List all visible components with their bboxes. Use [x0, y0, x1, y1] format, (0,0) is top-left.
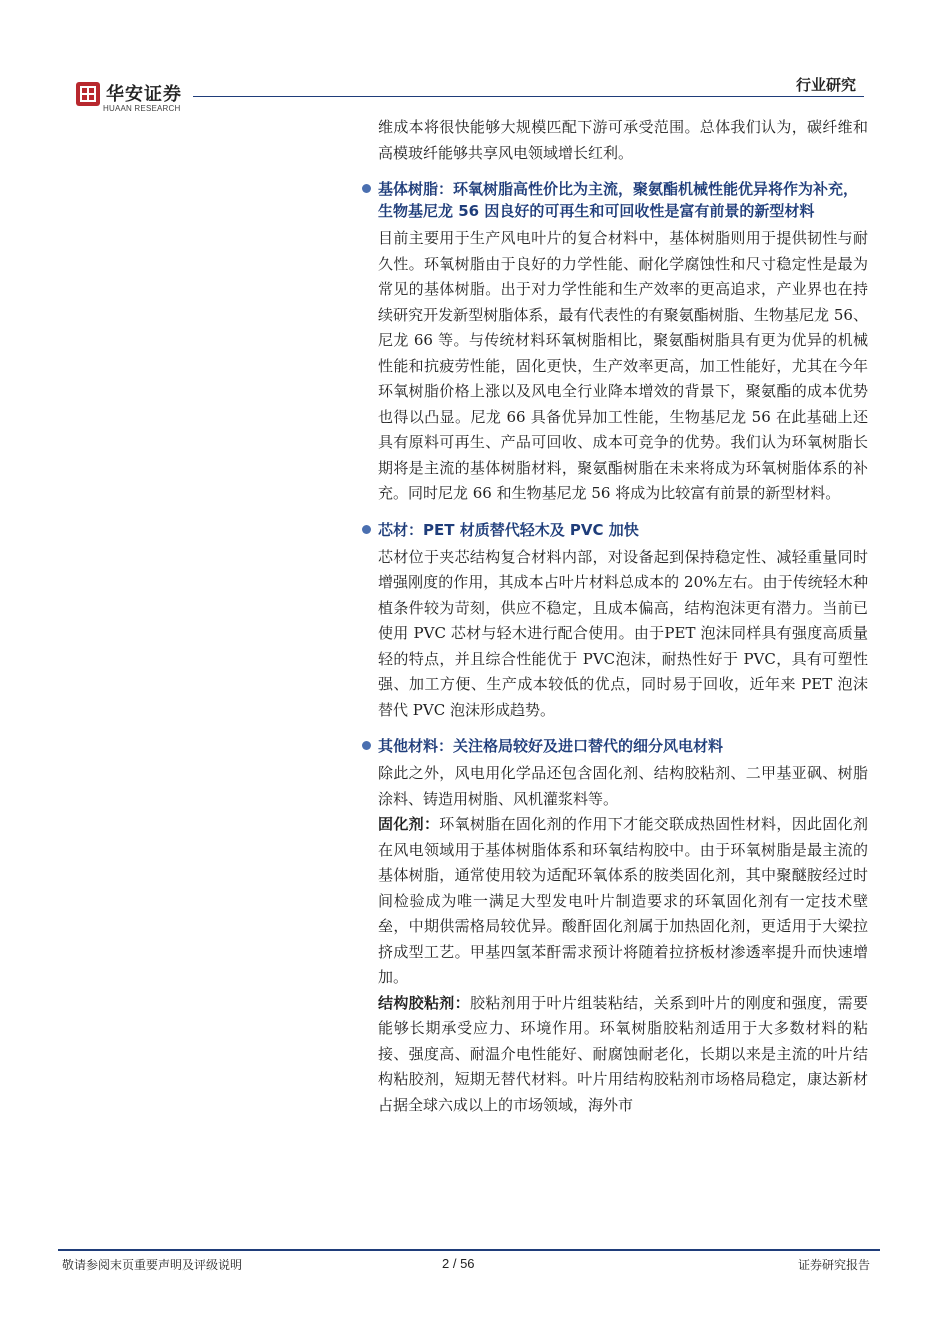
bullet-icon: [362, 184, 371, 193]
bullet-icon: [362, 525, 371, 534]
text-curing-agent: 环氧树脂在固化剂的作用下才能交联成热固性材料，因此固化剂在风电领域用于基体树脂体系和环氧结构胶中。由于环氧树脂是最主流的基体树脂，通常使用较为适配环氧体系的胺类固化剂，其中聚醚胺经过时间检验成为唯一满足大型发电叶片制造要求的环氧固化剂有一定技术壁垒，中期供需格局较优异。酸酐固化剂属于加热固化剂，更适用于大梁拉挤成型工艺。甲基四氢苯酐需求预计将随着拉挤板材渗透率提升而快速增加。: [378, 815, 868, 986]
paragraph-matrix-resin: 目前主要用于生产风电叶片的复合材料中，基体树脂则用于提供韧性与耐久性。环氧树脂由于良好的力学性能、耐化学腐蚀性和尺寸稳定性是最为常见的基体树脂。出于对力学性能和生产效率的更高追求，产业界也在持续研究开发新型树脂体系，最有代表性的有聚氨酯树脂、生物基尼龙 56、尼龙 66 等。与传统材料环氧树脂相比，聚氨酯树脂具有更为优异的机械性能和抗疲劳性能，固化更快，生产效率更高，加工性能好，尤其在今年环氧树脂价格上涨以及风电全行业降本增效的背景下，聚氨酯的成本优势也得以凸显。尼龙 66 具备优异加工性能，生物基尼龙 56 在此基础上还具有原料可再生、产品可回收、成本可竞争的优势。我们认为环氧树脂长期将是主流的基体树脂材料，聚氨酯树脂在未来将成为环氧树脂体系的补充。同时尼龙 66 和生物基尼龙 56 将成为比较富有前景的新型材料。: [378, 229, 868, 502]
bullet-icon: [362, 741, 371, 750]
text-structural-adhesive: 胶粘剂用于叶片组装粘结，关系到叶片的刚度和强度，需要能够长期承受应力、环境作用。环氧树脂胶粘剂适用于大多数材料的粘接、强度高、耐温介电性能好、耐腐蚀耐老化，长期以来是主流的叶片结构粘胶剂，短期无替代材料。叶片用结构胶粘剂市场格局稳定，康达新材占据全球六成以上的市场领域，海外市: [378, 993, 868, 1114]
company-logo-icon: [76, 82, 100, 106]
brand-name-en: HUAAN RESEARCH: [103, 104, 181, 113]
paragraph-core-material: 芯材位于夹芯结构复合材料内部，对设备起到保持稳定性、减轻重量同时增强刚度的作用，其成本占叶片材料总成本的 20%左右。由于传统轻木种植条件较为苛刻，供应不稳定，且成本偏高，结构泡沫更有潜力。当前已使用 PVC 芯材与轻木进行配合使用。由于PET 泡沫同样具有强度高质量轻的特点，并且综合性能优于 PVC泡沫，耐热性好于 PVC，具有可塑性强、加工方便、生产成本较低的优点，同时易于回收，近年来 PET 泡沫替代 PVC 泡沫形成趋势。: [378, 547, 868, 719]
page-header: [0, 0, 950, 120]
header-divider: [193, 96, 864, 97]
footer-report-type: 证券研究报告: [797, 1258, 870, 1272]
report-category: 行业研究: [795, 76, 856, 94]
section-heading-core-material: 芯材：PET 材质替代轻木及 PVC 加快: [378, 519, 868, 541]
term-structural-adhesive: 结构胶粘剂：: [378, 993, 470, 1012]
paragraph-curing-agent: [378, 812, 868, 991]
main-content: [378, 115, 868, 1118]
brand-name-cn: 华安证券: [106, 84, 182, 105]
footer-disclaimer: 敬请参阅末页重要声明及评级说明: [62, 1258, 243, 1272]
paragraph-other-materials: 除此之外，风电用化学品还包含固化剂、结构胶粘剂、二甲基亚砜、树脂涂料、铸造用树脂、风机灌浆料等。: [378, 764, 868, 808]
footer-divider: [58, 1249, 880, 1251]
intro-paragraph: 维成本将很快能够大规模匹配下游可承受范围。总体我们认为，碳纤维和高模玻纤能够共享风电领域增长红利。: [378, 118, 868, 162]
paragraph-structural-adhesive: [378, 991, 868, 1119]
section-heading-other-materials: 其他材料：关注格局较好及进口替代的细分风电材料: [378, 735, 868, 757]
page-number: 2 / 56: [442, 1256, 475, 1271]
term-curing-agent: 固化剂：: [378, 815, 440, 833]
section-heading-matrix-resin: 基体树脂：环氧树脂高性价比为主流，聚氨酯机械性能优异将作为补充，生物基尼龙 56 因良好的可再生和可回收性是富有前景的新型材料: [378, 178, 868, 222]
